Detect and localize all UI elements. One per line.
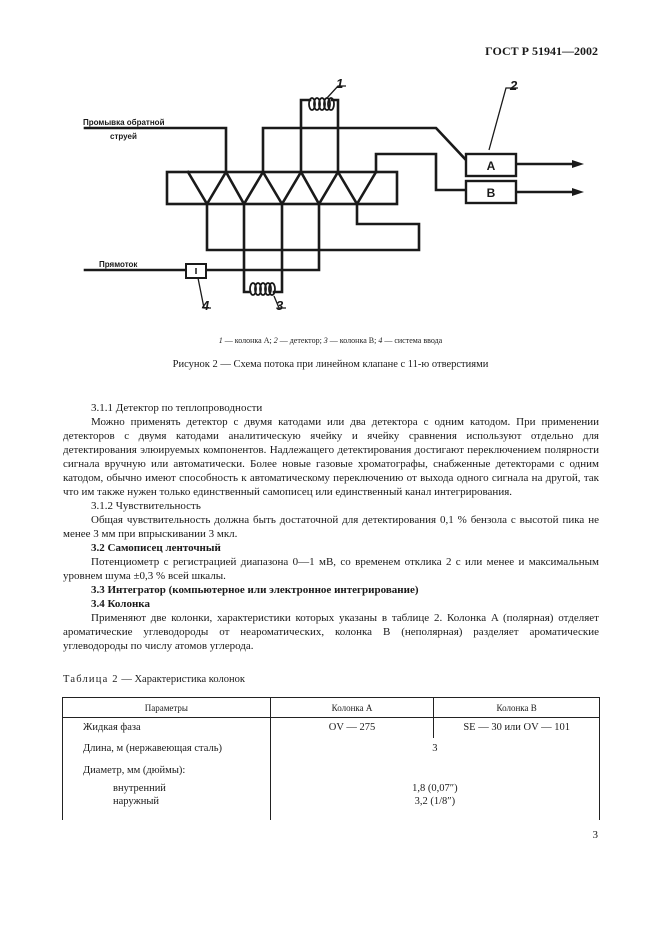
valve-zigzag <box>188 172 376 204</box>
backflush-label-line1: Промывка обратной <box>83 118 165 127</box>
table-cell: Диаметр, мм (дюймы): <box>63 760 271 782</box>
table-cell: SE — 30 или OV — 101 <box>434 718 600 738</box>
table-cell: Жидкая фаза <box>63 718 271 738</box>
column-a-line <box>301 100 310 172</box>
table-row <box>63 760 600 782</box>
table-cell: Длина, м (нержавеющая сталь) <box>63 738 271 760</box>
table-header-cell: Колонка B <box>434 698 600 718</box>
table-header-cell: Колонка A <box>270 698 434 718</box>
valve-body <box>167 172 397 204</box>
direct-label: Прямоток <box>99 260 138 269</box>
table-header-row <box>63 698 600 718</box>
paragraph: 3.1.2 Чувствительность <box>91 500 201 512</box>
detector-b-label: B <box>486 186 496 200</box>
table-cell: 3,2 (1/8″) <box>270 796 599 820</box>
detector-a-label: A <box>486 159 496 173</box>
table-cell: наружный <box>63 796 271 820</box>
table-cell: 1,8 (0,07″) <box>270 782 599 796</box>
figure-caption: Рисунок 2 — Схема потока при линейном клапане с 11-ю отверстиями <box>172 359 489 370</box>
section-heading: 3.2 Самописец ленточный <box>91 542 221 554</box>
table-cell: внутренний <box>63 782 271 796</box>
figure-legend: 1 — колонка A; 2 — детектор; 3 — колонка B; 4 — система ввода <box>218 336 443 345</box>
paragraph: 3.1.1 Детектор по теплопроводности <box>91 402 263 414</box>
section-heading: 3.3 Интегратор (компьютерное или электронное интегрирование) <box>91 584 419 596</box>
bottom-loop-left <box>207 204 419 250</box>
table-row <box>63 796 600 820</box>
table-caption: Таблица 2 — Характеристика колонок <box>63 674 245 685</box>
body-text <box>63 401 599 653</box>
table-header-cell: Параметры <box>63 698 271 718</box>
table-row <box>63 738 600 760</box>
label-num-4: 4 <box>202 298 210 313</box>
table-cell <box>270 760 599 782</box>
paragraph: Общая чувствительность должна быть достаточной для детектирования 0,1 % бензола с высотой пика не менее 3 мм при впрыскивании 3 мкл. <box>63 514 599 540</box>
table-row <box>63 718 600 738</box>
label-num-3: 3 <box>276 298 284 313</box>
paragraph: Потенциометр с регистрацией диапазона 0—1 мВ, со временем отклика 2 с или менее и максимальным уровнем шума ±0,3 % всей шкалы. <box>63 556 599 582</box>
table-cell: OV — 275 <box>270 718 434 738</box>
backflush-line <box>85 128 226 172</box>
section-heading: 3.4 Колонка <box>91 598 150 610</box>
label-num-2: 2 <box>510 78 518 93</box>
coil-column-b <box>250 283 275 295</box>
doc-number-header: ГОСТ Р 51941—2002 <box>485 44 598 58</box>
column-b-line <box>244 204 250 292</box>
page-number: 3 <box>592 829 598 841</box>
paragraph: Можно применять детектор с двумя катодами или два детектора с одним катодом. При применении детекторов с двумя катодами аналитическую ячейку и ячейку сравнения используют отдельно для детектирования элюируемых компонентов. Надлежащего детектирования достигают переключением полярности сигнала вручную или автоматически. Более новые газовые хроматографы, снабженные детекторами с одним катодом, обычно имеют способность к автоматическому переключению от выхода одного сигнала на другой, так что им также нужен только единственный самописец или единственный канал интегрирования. <box>63 416 599 498</box>
coil-column-a <box>309 98 334 110</box>
backflush-label-line2: струей <box>110 132 137 141</box>
table-row <box>63 782 600 796</box>
flow-diagram <box>0 60 661 330</box>
label-num-1: 1 <box>336 76 344 91</box>
paragraph: Применяют две колонки, характеристики которых указаны в таблице 2. Колонка A (полярная) отделяет ароматические углеводороды от неароматических, колонка B (неполярная) разделяет ароматические углеводороды по числу атомов углерода. <box>63 612 599 652</box>
columns-table <box>62 697 600 820</box>
table-cell: 3 <box>270 738 599 760</box>
